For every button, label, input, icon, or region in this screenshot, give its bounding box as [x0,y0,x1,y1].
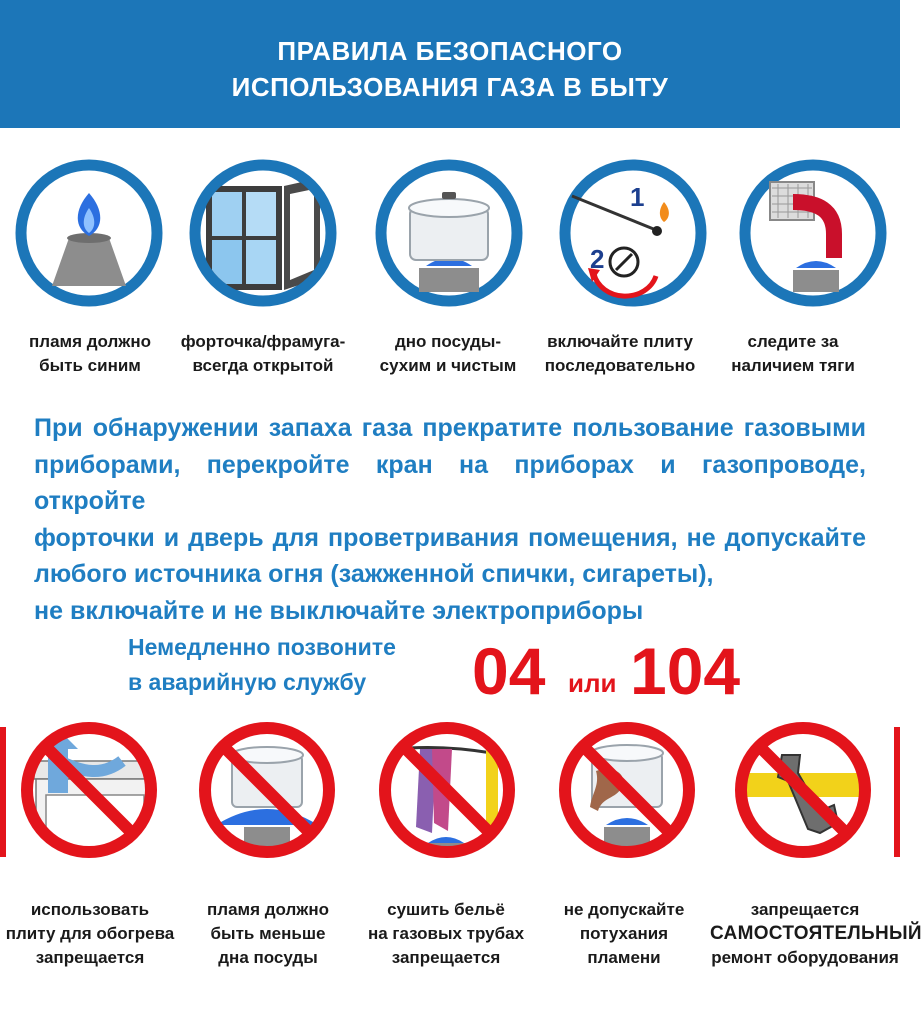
rule-caption-2: форточка/фрамуга- всегда открытой [180,332,346,375]
emergency-number-04: 04 [472,634,546,708]
safety-rules-row [0,158,900,308]
flame-wider-than-pot-prohibited-icon [192,715,342,865]
rule-caption-1: пламя должно быть синим [29,332,151,375]
draft-vent-icon [738,158,888,308]
prohibition-caption-1: использовать плиту для обогрева запрещается [5,900,175,967]
prohibition-caption-2: пламя должно быть меньше дна посуды [207,900,329,967]
title-banner [0,0,900,128]
emergency-number-104: 104 [630,634,741,708]
title-line-2: ИСПОЛЬЗОВАНИЯ ГАЗА В БЫТУ [231,72,669,102]
step-2-label: 2 [590,244,605,274]
stove-heating-prohibited-icon [14,715,164,865]
self-repair-prohibited-icon [728,715,878,865]
step-1-label: 1 [630,182,645,212]
prohibitions-row [0,715,900,865]
prohibition-caption-3: сушить бельё на газовых трубах запрещается [367,900,525,967]
open-window-icon [188,158,338,308]
rule-caption-4: включайте плиту последовательно [544,332,696,375]
flame-out-prohibited-icon [552,715,702,865]
blue-flame-icon [14,158,164,308]
emergency-or-label: или [568,668,617,698]
gas-leak-warning: При обнаружении запаха газа прекратите пользование газовыми приборами, перекройте кран на приборах и газопроводе, откройте форточки и дверь для проветривания помещения, не допускайте любого источника огня (зажженной спички, сигареты), не включайте и не выключайте электроприборы [34,414,866,625]
clean-pot-icon [374,158,524,308]
prohibition-caption-5: запрещается САМОСТОЯТЕЛЬНЫЙ ремонт оборудования [710,900,922,967]
prohibition-caption-4: не допускайте потухания пламени [563,900,685,967]
rule-caption-5: следите за наличием тяги [731,332,855,375]
emergency-call-text: Немедленно позвоните в аварийную службу [128,634,396,695]
ignition-sequence-icon [558,158,708,308]
rule-caption-3: дно посуды- сухим и чистым [379,332,517,375]
title-line-1: ПРАВИЛА БЕЗОПАСНОГО [277,36,623,66]
drying-laundry-prohibited-icon [372,715,522,865]
